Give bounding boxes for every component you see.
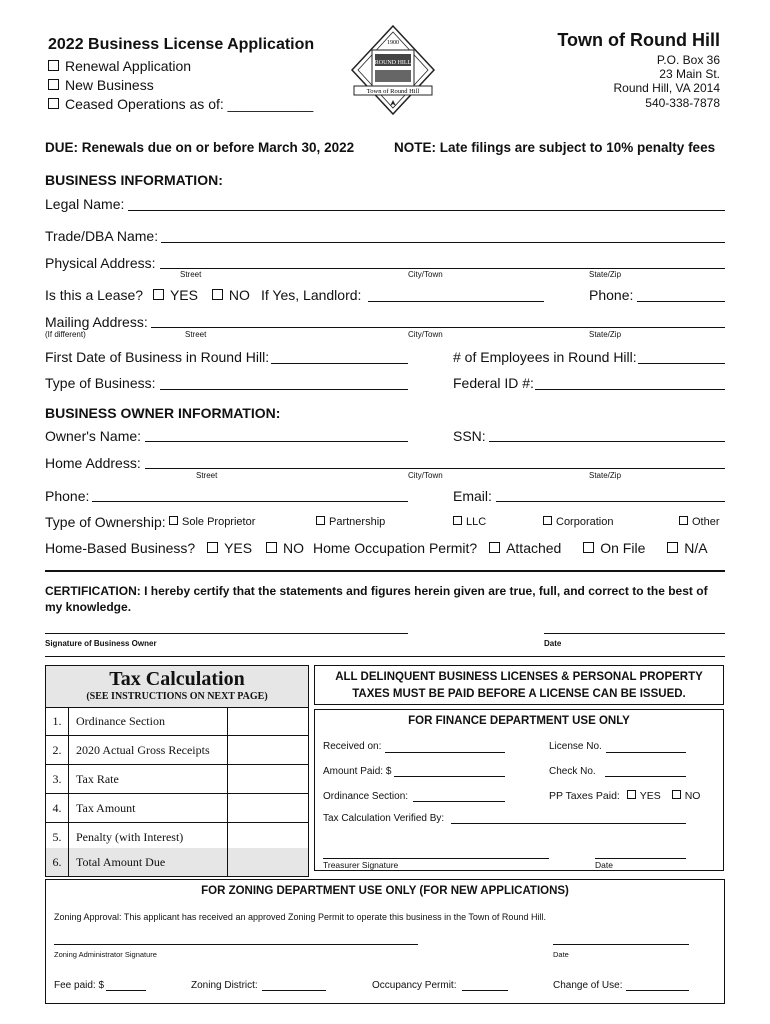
ownership-partnership[interactable]: Partnership: [316, 516, 385, 528]
mailing-address-label: Mailing Address:: [45, 314, 148, 330]
treasurer-signature-caption: Treasurer Signature: [323, 860, 399, 870]
tax-subtitle: (SEE INSTRUCTIONS ON NEXT PAGE): [86, 691, 268, 702]
treasurer-signature-field[interactable]: [323, 858, 549, 859]
checkbox-icon[interactable]: [316, 516, 325, 525]
lease-question: Is this a Lease? YES NO: [45, 287, 250, 303]
lease-yes-checkbox[interactable]: [153, 289, 164, 300]
city-caption: City/Town: [408, 330, 443, 339]
ownership-sole-proprietor[interactable]: Sole Proprietor: [169, 516, 255, 528]
owner-phone-field[interactable]: [92, 501, 408, 502]
occupation-permit-question: Home Occupation Permit? Attached On File N/A: [313, 540, 708, 556]
state-zip-caption: State/Zip: [589, 270, 622, 279]
owner-name-label: Owner's Name:: [45, 428, 142, 444]
ownership-llc[interactable]: LLC: [453, 516, 486, 528]
town-name: Town of Round Hill: [557, 30, 720, 50]
due-date-notice: DUE: Renewals due on or before March 30, 2022: [45, 140, 355, 155]
physical-address-label: Physical Address:: [45, 255, 156, 271]
street-caption: Street: [180, 270, 202, 279]
city-caption: City/Town: [408, 270, 443, 279]
tax-row[interactable]: 4. Tax Amount: [46, 794, 308, 823]
home-address-label: Home Address:: [45, 455, 141, 471]
employees-label: # of Employees in Round Hill:: [453, 349, 637, 365]
ssn-label: SSN:: [453, 428, 486, 444]
seal-year-text: 1900: [387, 40, 399, 46]
business-info-heading: BUSINESS INFORMATION:: [45, 172, 223, 188]
permit-on-file-checkbox[interactable]: [583, 542, 594, 553]
zoning-district-label: Zoning District:: [191, 980, 258, 991]
zoning-approval-text: Zoning Approval: This applicant has received an approved Zoning Permit to operate this business in the Town of Round Hill.: [54, 912, 546, 922]
owner-name-field[interactable]: [145, 441, 408, 442]
home-based-no-checkbox[interactable]: [266, 542, 277, 553]
fee-paid-label: Fee paid: $: [54, 980, 105, 991]
pp-yes-checkbox[interactable]: [627, 790, 636, 799]
tax-row[interactable]: 3. Tax Rate: [46, 765, 308, 794]
pp-no-checkbox[interactable]: [672, 790, 681, 799]
checkbox-icon[interactable]: [169, 516, 178, 525]
town-phone: 540-338-7878: [645, 96, 720, 110]
fee-paid-field[interactable]: [106, 990, 146, 991]
business-type-label: Type of Business:: [45, 375, 156, 391]
owner-signature-date-field[interactable]: [544, 633, 725, 634]
certification-text: CERTIFICATION: I hereby certify that the statements and figures herein given are true, full, and correct to the best of my knowledge.: [45, 584, 708, 614]
checkbox-icon[interactable]: [679, 516, 688, 525]
zoning-signature-caption: Zoning Administrator Signature: [54, 950, 157, 959]
state-zip-caption: State/Zip: [589, 330, 622, 339]
zoning-district-field[interactable]: [262, 990, 326, 991]
ssn-field[interactable]: [489, 441, 725, 442]
state-zip-caption: State/Zip: [589, 471, 622, 480]
town-seal-logo: [348, 22, 438, 122]
physical-address-field[interactable]: [160, 268, 725, 269]
federal-id-label: Federal ID #:: [453, 375, 534, 391]
tax-row[interactable]: 1. Ordinance Section: [46, 707, 308, 736]
ordinance-section-label: Ordinance Section:: [323, 791, 409, 802]
section-divider: [45, 656, 725, 657]
first-date-label: First Date of Business in Round Hill:: [45, 349, 270, 365]
legal-name-field[interactable]: [128, 210, 725, 211]
landlord-phone-field[interactable]: [637, 301, 725, 302]
zoning-use-box: [45, 879, 725, 1004]
verified-by-label: Tax Calculation Verified By:: [323, 813, 445, 824]
received-on-label: Received on:: [323, 741, 382, 752]
employees-field[interactable]: [638, 363, 725, 364]
section-divider: [45, 570, 725, 572]
checkbox-icon[interactable]: [48, 98, 59, 109]
town-address-line: 23 Main St.: [659, 67, 720, 81]
finance-use-box: [314, 709, 724, 871]
landlord-label: If Yes, Landlord:: [261, 287, 362, 303]
trade-dba-field[interactable]: [161, 242, 725, 243]
business-type-field[interactable]: [160, 389, 408, 390]
first-date-field[interactable]: [271, 363, 408, 364]
home-based-question: Home-Based Business? YES NO: [45, 540, 304, 556]
ownership-other[interactable]: Other: [679, 516, 720, 528]
owner-phone-label: Phone:: [45, 488, 90, 504]
tax-row[interactable]: 2. 2020 Actual Gross Receipts: [46, 736, 308, 765]
license-no-field[interactable]: [606, 752, 686, 753]
date-caption: Date: [544, 639, 562, 648]
owner-signature-caption: Signature of Business Owner: [45, 639, 157, 648]
occupancy-permit-label: Occupancy Permit:: [372, 980, 457, 991]
lease-no-checkbox[interactable]: [212, 289, 223, 300]
legal-name-label: Legal Name:: [45, 196, 125, 212]
check-no-label: Check No.: [549, 766, 596, 777]
ownership-corporation[interactable]: Corporation: [543, 516, 613, 528]
zoning-heading: FOR ZONING DEPARTMENT USE ONLY (FOR NEW APPLICATIONS): [201, 885, 569, 897]
received-on-field[interactable]: [385, 752, 505, 753]
tax-calculation-table: [45, 665, 309, 877]
checkbox-new-business[interactable]: New Business: [48, 77, 154, 93]
email-label: Email:: [453, 488, 492, 504]
amount-paid-label: Amount Paid: $: [323, 766, 392, 777]
ordinance-section-field[interactable]: [413, 801, 505, 802]
pp-taxes-paid: PP Taxes Paid: YES NO: [549, 790, 701, 802]
permit-na-checkbox[interactable]: [667, 542, 678, 553]
tax-row-total[interactable]: 6. Total Amount Due: [46, 848, 308, 876]
town-address-line: Round Hill, VA 2014: [613, 81, 720, 95]
mailing-address-field[interactable]: [151, 327, 725, 328]
street-caption: Street: [185, 330, 207, 339]
if-different-caption: (If different): [45, 330, 86, 339]
checkbox-icon[interactable]: [48, 79, 59, 90]
tax-title: Tax Calculation: [109, 668, 245, 690]
city-caption: City/Town: [408, 471, 443, 480]
checkbox-renewal[interactable]: Renewal Application: [48, 58, 191, 74]
landlord-phone-label: Phone:: [589, 287, 634, 303]
zoning-date-field[interactable]: [553, 944, 689, 945]
license-no-label: License No.: [549, 741, 602, 752]
amount-paid-field[interactable]: [394, 776, 505, 777]
finance-heading: FOR FINANCE DEPARTMENT USE ONLY: [408, 715, 630, 727]
tax-table-header: [46, 666, 308, 708]
change-of-use-field[interactable]: [626, 990, 689, 991]
owner-info-heading: BUSINESS OWNER INFORMATION:: [45, 405, 281, 421]
trade-dba-label: Trade/DBA Name:: [45, 228, 159, 244]
seal-town-text: ROUND HILL: [374, 60, 412, 66]
late-penalty-note: NOTE: Late filings are subject to 10% penalty fees: [394, 140, 716, 155]
date-caption: Date: [553, 950, 569, 959]
check-no-field[interactable]: [605, 776, 686, 777]
checkbox-icon[interactable]: [453, 516, 462, 525]
seal-name-text: Town of Round Hill: [366, 88, 420, 95]
verified-by-field[interactable]: [451, 823, 686, 824]
ownership-type-label: Type of Ownership:: [45, 514, 166, 530]
change-of-use-label: Change of Use:: [553, 980, 623, 991]
treasurer-date-field[interactable]: [595, 858, 686, 859]
tax-row[interactable]: 5. Penalty (with Interest): [46, 823, 308, 852]
checkbox-ceased-operations[interactable]: Ceased Operations as of: ___________: [48, 96, 313, 112]
email-field[interactable]: [496, 501, 725, 502]
landlord-field[interactable]: [368, 301, 544, 302]
street-caption: Street: [196, 471, 218, 480]
home-based-yes-checkbox[interactable]: [207, 542, 218, 553]
checkbox-icon[interactable]: [48, 60, 59, 71]
home-address-field[interactable]: [145, 468, 725, 469]
checkbox-icon[interactable]: [543, 516, 552, 525]
delinquent-notice: ALL DELINQUENT BUSINESS LICENSES & PERSONAL PROPERTY TAXES MUST BE PAID BEFORE A LICENSE CAN BE ISSUED.: [314, 665, 724, 705]
town-address-line: P.O. Box 36: [656, 53, 720, 67]
zoning-signature-field[interactable]: [54, 944, 418, 945]
federal-id-field[interactable]: [535, 389, 725, 390]
owner-signature-field[interactable]: [45, 633, 408, 634]
occupancy-permit-field[interactable]: [462, 990, 508, 991]
date-caption: Date: [595, 860, 613, 870]
form-title: 2022 Business License Application: [48, 36, 315, 53]
permit-attached-checkbox[interactable]: [489, 542, 500, 553]
